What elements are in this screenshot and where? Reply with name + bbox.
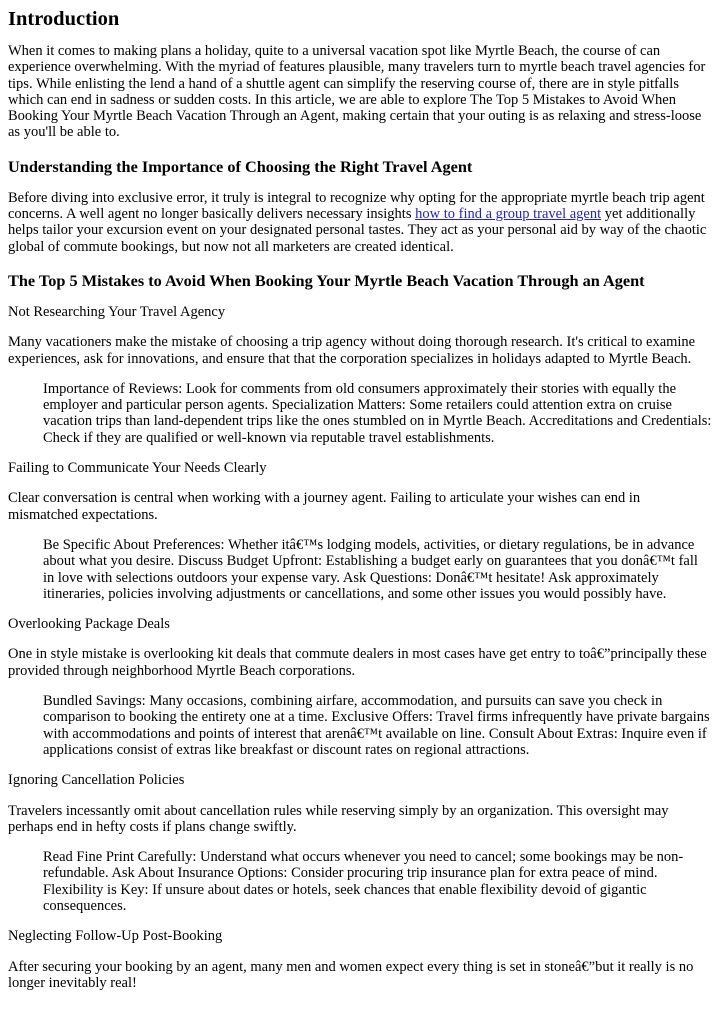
mistake-title: Failing to Communicate Your Needs Clearly [8, 460, 267, 477]
mistake-tips-quote: Bundled Savings: Many occasions, combining airfare, accommodation, and pursuits can save you check in comparison to booking the entirety one at a time. Exclusive Offers: Travel firms infrequently have private bargains with accommodations and points of interest that arenâ€™t available on line. Consult About Extras: Inquire even if applications consist of extras like breakfast or discount rates on regional attractions. [43, 693, 710, 758]
mistake-tips-quote: Read Fine Print Carefully: Understand what occurs whenever you need to cancel; some bookings may be non-refundable. Ask About Insurance Options: Consider procuring trip insurance plan for extra peace of mind. Flexibility is Key: If unsure about dates or hotels, seek chances that enable flexibility devoid of gigantic consequences. [43, 849, 684, 914]
mistake-paragraph: Clear conversation is central when working with a journey agent. Failing to articulate your wishes can end in mismatched expectations. [8, 490, 641, 523]
mistake-tips-quote: Be Specific About Preferences: Whether itâ€™s lodging models, activities, or dietary regulations, be in advance about what you desire. Discuss Budget Upfront: Establishing a budget early on guarantees that you donâ€™t fall in love with selections outdoors your expense vary. Ask Questions: Donâ€™t hesitate! Ask approximately itineraries, policies involving adjustments or cancellations, and some other issues you would possibly have. [43, 536, 698, 602]
importance-text-after-link: yet additionally helps tailor your excursion event on your designated personal tastes. They act as your personal aid by way of the chaotic global of commute bookings, but now not all marketers are created identical. [8, 206, 707, 255]
mistake-paragraph: After securing your booking by an agent, many men and women expect every thing is set in stoneâ€”but it really is no longer inevitably real! [8, 958, 694, 991]
page-title: Introduction [8, 8, 120, 30]
mistake-title: Not Researching Your Travel Agency [8, 303, 226, 320]
mistake-tips-quote: Importance of Reviews: Look for comments from old consumers approximately their stories with equally the employer and particular person agents. Specialization Matters: Some retailers could attention extra on cruise vacation trips than land-dependent trips like the ones stumbled on in Myrtle Beach. Accreditations and Credentials: Check if they are qualified or well-known via reputable travel establishments. [43, 380, 712, 446]
mistake-title: Ignoring Cancellation Policies [8, 772, 185, 789]
mistake-title: Overlooking Package Deals [8, 616, 170, 633]
section-heading-importance: Understanding the Importance of Choosing the Right Travel Agent [8, 156, 473, 176]
importance-text-before-link: Before diving into exclusive error, it truly is integral to recognize why opting for the appropriate myrtle beach trip agent concerns. A well agent no longer basically delivers necessary insights [8, 189, 705, 223]
intro-paragraph: When it comes to making plans a holiday, quite to a universal vacation spot like Myrtle Beach, the course of can experience overwhelming. With the myriad of features plausible, many travelers turn to myrtle beach travel agencies for tips. While enlisting the lend a hand of a shuttle agent can simplify the reserving course of, there are in style pitfalls which can end in sadness or sudden costs. In this article, we are able to explore The Top 5 Mistakes to Avoid When Booking Your Myrtle Beach Vacation Through an Agent, making certain that your outing is as relaxing and stress-loose as you'll be able to. [8, 43, 706, 141]
mistake-paragraph: One in style mistake is overlooking kit deals that commute dealers in most cases have get entry to toâ€”principally these provided through neighborhood Myrtle Beach corporations. [8, 646, 707, 679]
group-travel-agent-link[interactable]: how to find a group travel agent [415, 206, 602, 223]
mistake-title: Neglecting Follow-Up Post-Booking [8, 928, 223, 945]
mistake-paragraph: Many vacationers make the mistake of choosing a trip agency without doing thorough research. It's critical to examine experiences, ask for innovations, and ensure that that the corporation specializes in holidays adapted to Myrtle Beach. [8, 334, 696, 367]
section-heading-mistakes: The Top 5 Mistakes to Avoid When Booking Your Myrtle Beach Vacation Through an Agent [8, 270, 645, 290]
article [0, 7, 720, 991]
mistake-paragraph: Travelers incessantly omit about cancellation rules while reserving simply by an organization. This oversight may perhaps end in hefty costs if plans change swiftly. [8, 802, 669, 835]
importance-paragraph [8, 190, 712, 255]
